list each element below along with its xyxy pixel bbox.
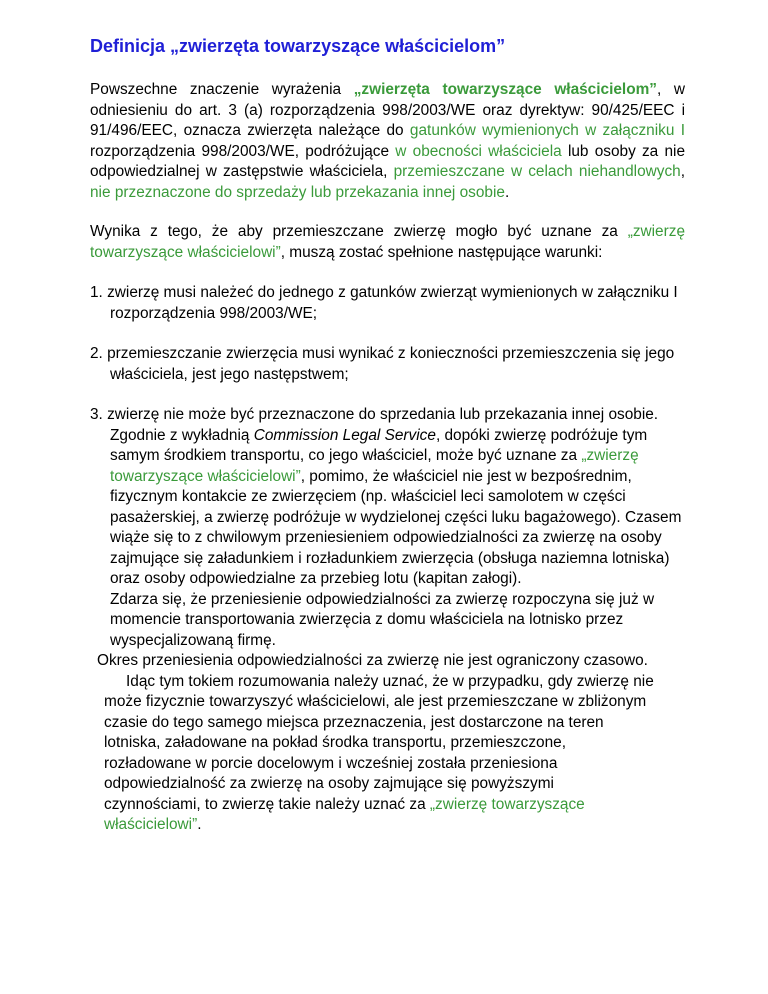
highlight-companion-term: „zwierzę towarzyszące właścicielowi” [104,795,585,833]
conditions-list [90,283,685,651]
defined-term: „zwierzęta towarzyszące właścicielom” [353,81,657,98]
commission-legal-service: Commission Legal Service [253,426,436,444]
document-page [90,34,685,836]
highlight-owner-presence: w obecności właściciela [395,142,562,160]
highlight-species: gatunków wymienionych w załączniku I [409,122,685,139]
title-term: „zwierzęta towarzyszące właścicielom” [170,36,506,56]
transfer-start-note: Zdarza się, że przeniesienie odpowiedzialności za zwierzę rozpoczyna się już w momencie transportowania zwierzęcia z domu właściciela na lotnisko przez wyspecjalizowaną firmę. [110,590,655,649]
condition-item-3-text: 3. zwierzę nie może być przeznaczone do sprzedania lub przekazania innej osobie. [90,406,659,423]
condition-item-3 [90,405,685,651]
reasoning-paragraph: Idąc tym tokiem rozumowania należy uznać, że w przypadku, gdy zwierzę nie może fizycznie towarzyszyć właścicielowi, ale jest przemieszczane w zbliżonym czasie do tego samego miejsca przeznaczenia, jest dostarczone na teren lotniska, załadowane na pokład środka transportu, przemieszczone, rozładowane w porcie docelowym i wcześniej została przeniesiona odpowiedzialność za zwierzę na osoby zajmujące się powyższymi czynnościami, to zwierzę takie należy uznać za „zwierzę towarzyszące właścicielowi”. [104,672,654,833]
conditions-intro-paragraph: Wynika z tego, że aby przemieszczane zwierzę mogło być uznane za „zwierzę towarzyszące właścicielowi”, muszą zostać spełnione następujące warunki: [90,223,685,261]
title-prefix: Definicja [90,36,171,56]
highlight-non-commercial: przemieszczane w celach niehandlowych [393,163,681,180]
condition-item-1: 1. zwierzę musi należeć do jednego z gatunków zwierząt wymienionych w załączniku I rozporządzenia 998/2003/WE; [90,284,678,322]
condition-item-2: 2. przemieszczanie zwierzęcia musi wynikać z konieczności przemieszczenia się jego właściciela, jest jego następstwem; [90,345,675,383]
responsibility-period-paragraph: Okres przeniesienia odpowiedzialności za zwierzę nie jest ograniczony czasowo. [97,652,648,669]
definition-paragraph: Powszechne znaczenie wyrażenia „zwierzęta towarzyszące właścicielom”, w odniesieniu do art. 3 (a) rozporządzenia 998/2003/WE oraz dyrektyw: 90/425/EEC i 91/496/EEC, oznacza zwierzęta należące do gatunków wymienionych w załączniku I rozporządzenia 998/2003/WE, podróżujące w obecności właściciela lub osoby za nie odpowiedzialnej w zastępstwie właściciela, przemieszczane w celach niehandlowych, nie przeznaczone do sprzedaży lub przekazania innej osobie. [90,81,686,201]
document-title [90,34,685,58]
highlight-companion-term: „zwierzę towarzyszące właścicielowi” [90,223,685,261]
highlight-not-for-sale: nie przeznaczone do sprzedaży lub przekazania innej osobie [90,183,505,201]
legal-service-interpretation: Zgodnie z wykładnią Commission Legal Service, dopóki zwierzę podróżuje tym samym środkiem transportu, co jego właściciel, może być uznane za „zwierzę towarzyszące właścicielowi”, pomimo, że właściciel nie jest w bezpośrednim, fizycznym kontakcie ze zwierzęciem (np. właściciel leci samolotem w części pasażerskiej, a zwierzę podróżuje w wydzielonej części luku bagażowego). Czasem wiąże się to z chwilowym przeniesieniem odpowiedzialności za zwierzę na osoby zajmujące się załadunkiem i rozładunkiem zwierzęcia (obsługa naziemna lotniska) oraz osoby odpowiedzialne za przebieg lotu (kapitan załogi). [110,426,682,587]
highlight-companion-term: „zwierzę towarzyszące właścicielowi” [110,447,639,485]
